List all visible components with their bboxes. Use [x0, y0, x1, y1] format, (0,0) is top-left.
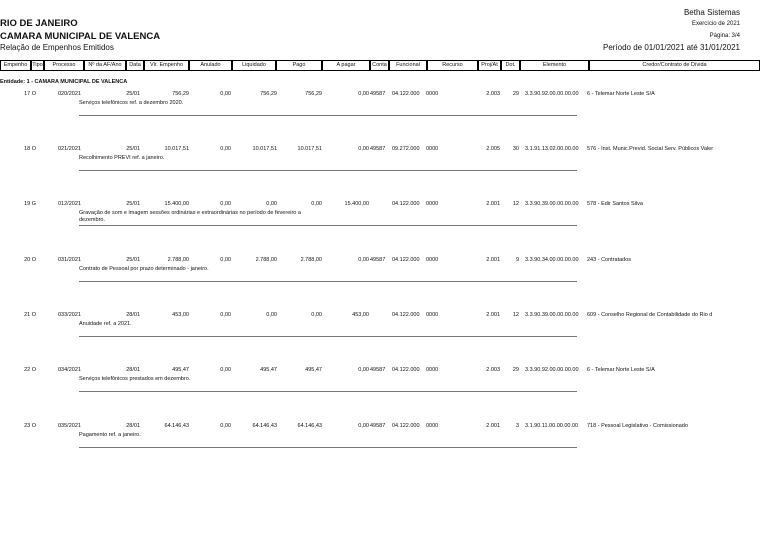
cell-conta: 49587 — [370, 146, 386, 152]
cell-pago: 0,00 — [311, 201, 322, 207]
cell-proj-at: 2.003 — [486, 91, 500, 97]
cell-pago: 495,47 — [305, 367, 322, 373]
row-divider — [79, 447, 577, 448]
cell-pago: 756,29 — [305, 91, 322, 97]
cell-liquidado: 2.788,00 — [255, 257, 277, 263]
cell-data: 28/01 — [126, 367, 140, 373]
cell-credor: 718 - Pessoal Legislativo - Comissionado — [587, 423, 688, 429]
cell-data: 25/01 — [126, 257, 140, 263]
cell-liquidado: 64.146,43 — [252, 423, 277, 429]
cell-historico: Pagamento ref. a janeiro. — [79, 432, 141, 438]
col-funcional: Funcional — [389, 60, 427, 71]
cell-conta: 49587 — [370, 367, 386, 373]
row-divider — [79, 170, 577, 171]
col-a-pagar: A pagar — [322, 60, 370, 71]
col-vlr-empenho: Vlr. Empenho — [144, 60, 189, 71]
cell-historico: Recolhimento PREVI ref. a janeiro. — [79, 155, 165, 161]
cell-conta: 49587 — [370, 257, 386, 263]
cell-anulado: 0,00 — [220, 146, 231, 152]
report-title: Relação de Empenhos Emitidos — [0, 43, 114, 52]
cell-recurso: 0000 — [426, 146, 439, 152]
col-anulado: Anulado — [189, 60, 232, 71]
table-row — [0, 423, 768, 463]
table-row — [0, 312, 768, 352]
cell-funcional: 04.122.000 — [392, 257, 420, 263]
row-divider — [79, 391, 577, 392]
table-row — [0, 201, 768, 241]
cell-empenho: 22 O — [24, 367, 36, 373]
cell-empenho: 20 O — [24, 257, 36, 263]
cell-historico: Contrato de Pessoal por prazo determinado - janeiro. — [79, 266, 209, 272]
cell-vlr-empenho: 2.788,00 — [167, 257, 189, 263]
entity-label: Entidade: 1 - CAMARA MUNICIPAL DE VALENCA — [0, 79, 128, 85]
col-credor: Credor/Contrato de Dívida — [589, 60, 760, 71]
cell-historico: Gravação de som e imagem sessões ordinárias e extraordinárias no período de fevereiro a dezembro. — [79, 210, 301, 223]
cell-processo: 035/2021 — [58, 423, 81, 429]
col-af-ano: Nº da AF/Ano — [84, 60, 126, 71]
cell-dot: 9 — [515, 257, 519, 263]
cell-data: 25/01 — [126, 146, 140, 152]
cell-empenho: 18 O — [24, 146, 36, 152]
col-empenho: Empenho — [0, 60, 31, 71]
col-proj-at: Proj/At — [478, 60, 501, 71]
cell-processo: 020/2021 — [58, 91, 81, 97]
cell-funcional: 04.122.000 — [392, 91, 420, 97]
cell-anulado: 0,00 — [220, 312, 231, 318]
cell-pago: 2.788,00 — [300, 257, 322, 263]
cell-data: 25/01 — [126, 91, 140, 97]
cell-anulado: 0,00 — [220, 201, 231, 207]
cell-a-pagar: 453,00 — [352, 312, 369, 318]
cell-dot: 29 — [512, 91, 519, 97]
cell-vlr-empenho: 495,47 — [172, 367, 189, 373]
cell-vlr-empenho: 453,00 — [172, 312, 189, 318]
cell-pago: 64.146,43 — [297, 423, 322, 429]
table-row — [0, 91, 768, 131]
cell-anulado: 0,00 — [220, 423, 231, 429]
cell-empenho: 23 O — [24, 423, 36, 429]
cell-a-pagar: 0,00 — [358, 257, 369, 263]
cell-processo: 012/2021 — [58, 201, 81, 207]
cell-a-pagar: 15.400,00 — [344, 201, 369, 207]
cell-dot: 3 — [515, 423, 519, 429]
col-pago: Pago — [276, 60, 322, 71]
cell-dot: 12 — [512, 201, 519, 207]
table-row — [0, 146, 768, 186]
cell-anulado: 0,00 — [220, 257, 231, 263]
row-divider — [79, 281, 577, 282]
cell-credor: 576 - Inst. Munic.Previd. Social Serv. Públicos Valer — [587, 146, 714, 152]
exercise-year: Exercício de 2021 — [691, 21, 740, 27]
cell-funcional: 04.122.000 — [392, 312, 420, 318]
col-elemento: Elemento — [520, 60, 589, 71]
cell-proj-at: 2.001 — [486, 312, 500, 318]
col-tipo: Tipo — [31, 60, 44, 71]
cell-credor: 609 - Conselho Regional de Contabilidade do Rio d — [587, 312, 713, 318]
cell-a-pagar: 0,00 — [358, 423, 369, 429]
cell-elemento: 3.3.90.39.00.00.00.00 — [525, 201, 579, 207]
col-data: Data — [126, 60, 144, 71]
cell-dot: 12 — [512, 312, 519, 318]
cell-elemento: 3.3.90.92.00.00.00.00 — [525, 91, 579, 97]
cell-empenho: 21 O — [24, 312, 36, 318]
col-liquidado: Liquidado — [232, 60, 276, 71]
cell-funcional: 04.122.000 — [392, 367, 420, 373]
cell-data: 28/01 — [126, 423, 140, 429]
cell-processo: 031/2021 — [58, 257, 81, 263]
cell-liquidado: 10.017,51 — [252, 146, 277, 152]
cell-proj-at: 2.001 — [486, 257, 500, 263]
col-processo: Processo — [44, 60, 84, 71]
cell-recurso: 0000 — [426, 201, 439, 207]
cell-historico: Serviços telefônicos ref. a dezembro 2020. — [79, 100, 184, 106]
cell-elemento: 3.1.90.11.00.00.00.00 — [525, 423, 579, 429]
cell-elemento: 3.3.90.34.00.00.00.00 — [525, 257, 579, 263]
cell-empenho: 17 O — [24, 91, 36, 97]
cell-funcional: 04.122.000 — [392, 201, 420, 207]
col-recurso: Recurso — [427, 60, 478, 71]
cell-elemento: 3.3.90.39.00.00.00.00 — [525, 312, 579, 318]
cell-data: 28/01 — [126, 312, 140, 318]
cell-vlr-empenho: 64.146,43 — [164, 423, 189, 429]
cell-conta: 49587 — [370, 423, 386, 429]
cell-a-pagar: 0,00 — [358, 367, 369, 373]
row-divider — [79, 336, 577, 337]
cell-liquidado: 756,29 — [260, 91, 277, 97]
cell-pago: 10.017,51 — [297, 146, 322, 152]
row-divider — [79, 115, 577, 116]
cell-a-pagar: 0,00 — [358, 146, 369, 152]
cell-processo: 033/2021 — [58, 312, 81, 318]
cell-pago: 0,00 — [311, 312, 322, 318]
cell-recurso: 0000 — [426, 312, 439, 318]
cell-historico: Serviços telefônicos prestados em dezembro. — [79, 376, 191, 382]
system-name: Betha Sistemas — [683, 8, 740, 17]
cell-recurso: 0000 — [426, 367, 439, 373]
cell-proj-at: 2.005 — [486, 146, 500, 152]
cell-funcional: 04.122.000 — [392, 423, 420, 429]
cell-conta: 49587 — [370, 91, 386, 97]
cell-liquidado: 0,00 — [266, 201, 277, 207]
cell-vlr-empenho: 756,29 — [172, 91, 189, 97]
cell-recurso: 0000 — [426, 423, 439, 429]
page-number: Página: 3/4 — [709, 33, 740, 39]
cell-proj-at: 2.003 — [486, 367, 500, 373]
cell-dot: 30 — [512, 146, 519, 152]
cell-credor: 578 - Edir Santos Silva — [587, 201, 643, 207]
cell-funcional: 09.272.000 — [392, 146, 420, 152]
cell-anulado: 0,00 — [220, 91, 231, 97]
entity-name: CAMARA MUNICIPAL DE VALENCA — [0, 31, 161, 42]
report-period: Período de 01/01/2021 até 31/01/2021 — [602, 43, 740, 52]
cell-processo: 034/2021 — [58, 367, 81, 373]
table-row — [0, 257, 768, 297]
cell-a-pagar: 0,00 — [358, 91, 369, 97]
cell-vlr-empenho: 10.017,51 — [164, 146, 189, 152]
cell-liquidado: 495,47 — [260, 367, 277, 373]
cell-elemento: 3.3.90.92.00.00.00.00 — [525, 367, 579, 373]
state-name: RIO DE JANEIRO — [0, 18, 78, 29]
table-row — [0, 367, 768, 407]
cell-historico: Anuidade ref. a 2021. — [79, 321, 132, 327]
cell-proj-at: 2.001 — [486, 423, 500, 429]
cell-anulado: 0,00 — [220, 367, 231, 373]
cell-data: 25/01 — [126, 201, 140, 207]
cell-credor: 6 - Telemar Norte Leste S/A — [587, 367, 655, 373]
cell-proj-at: 2.001 — [486, 201, 500, 207]
col-dot: Dot. — [501, 60, 520, 71]
cell-credor: 243 - Contratados — [587, 257, 632, 263]
col-conta: Conta — [370, 60, 389, 71]
cell-elemento: 3.1.91.13.02.00.00.00 — [525, 146, 579, 152]
cell-recurso: 0000 — [426, 91, 439, 97]
cell-vlr-empenho: 15.400,00 — [164, 201, 189, 207]
cell-credor: 6 - Telemar Norte Leste S/A — [587, 91, 655, 97]
cell-recurso: 0000 — [426, 257, 439, 263]
cell-liquidado: 0,00 — [266, 312, 277, 318]
cell-processo: 021/2021 — [58, 146, 81, 152]
cell-dot: 29 — [512, 367, 519, 373]
cell-empenho: 19 G — [24, 201, 36, 207]
row-divider — [79, 225, 577, 226]
